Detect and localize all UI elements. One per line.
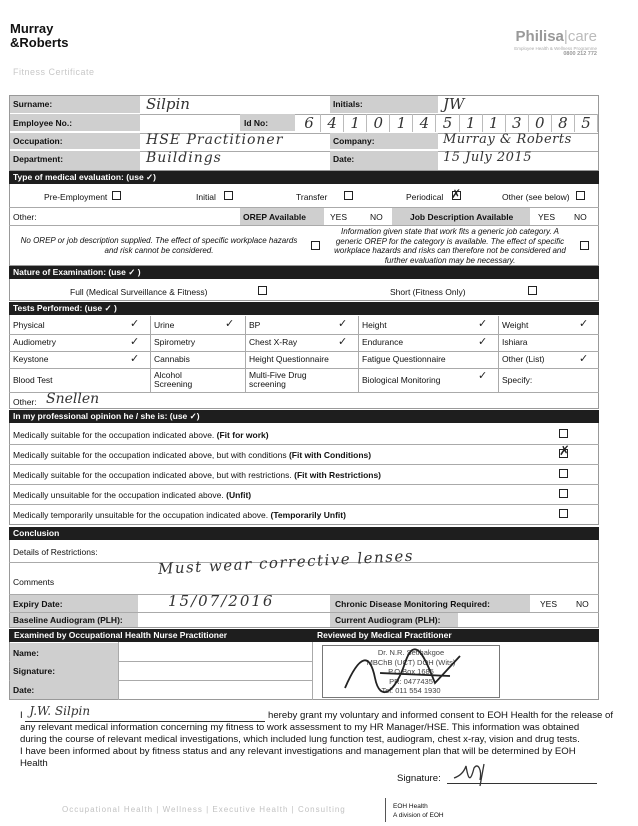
tests-col-divider: [150, 316, 151, 392]
test-item-label: BP: [249, 319, 261, 330]
consent-name-value: J.W. Silpin: [29, 704, 91, 718]
test-item-label: Specify:: [502, 374, 533, 385]
test-item-label: Height: [362, 319, 387, 330]
opinion-row-divider: [9, 504, 599, 505]
check-mark-icon: ✗: [451, 187, 462, 201]
date-label: Date:: [333, 154, 355, 164]
opinion-checkbox[interactable]: [559, 509, 568, 518]
id-digit: 1: [460, 114, 483, 132]
surname-label: Surname:: [13, 99, 53, 109]
eval-option-other: Other (see below): [502, 192, 570, 202]
eval-option-initial: Initial: [196, 192, 216, 202]
opinion-category: (Fit with Conditions): [288, 450, 372, 460]
check-mark-icon[interactable]: ✓: [130, 317, 140, 330]
test-item-label: Blood Test: [13, 374, 53, 385]
consent-block: [20, 704, 614, 770]
consent-text-4: I have been informed about by fitness status and any relevant investigations and management plan that will be determined by EOH: [20, 746, 576, 757]
check-mark-icon[interactable]: ✓: [579, 317, 589, 330]
expiry-field[interactable]: 15/07/2016: [168, 592, 275, 610]
opinion-text: Medically suitable for the occupation indicated above.: [13, 430, 217, 440]
nature-header: Nature of Examination: (use ✓ ): [9, 266, 599, 279]
opinion-row-divider: [9, 484, 599, 485]
stamp-line: Dr. N.R. Setlhakgoe: [377, 648, 445, 657]
id-digit: 0: [529, 114, 552, 132]
consent-text-3: during the course of relevant medical investigations, which included lung function test, audiogram, chest x-ray, vision and drug tests.: [20, 734, 580, 745]
opinion-category: (Fit with Restrictions): [294, 470, 382, 480]
job-desc-label: Job Description Available: [410, 212, 514, 222]
opinion-text: Medically suitable for the occupation indicated above, but with conditions: [13, 450, 289, 460]
expiry-label: Expiry Date:: [13, 599, 63, 609]
tests-header: Tests Performed: (use ✓ ): [9, 302, 599, 315]
pre-employment-checkbox[interactable]: [112, 191, 121, 200]
brand-tagline: Employee Health & Wellness Programme: [514, 46, 597, 51]
other-eval-checkbox[interactable]: [576, 191, 585, 200]
opinion-header: In my professional opinion he / she is: (use ✓): [9, 410, 599, 423]
test-item-label: Alcohol Screening: [154, 370, 193, 389]
conclusion-header: Conclusion: [9, 527, 599, 540]
id-digit: 1: [483, 114, 506, 132]
id-digit: 1: [390, 114, 413, 132]
stamp-line: MBChB (UCT) DOH (Wits): [366, 657, 456, 667]
consent-prefix: I: [20, 710, 23, 721]
company-label: Company:: [333, 136, 375, 146]
orep-yes[interactable]: YES: [330, 212, 348, 222]
opinion-category: (Temporarily Unfit): [270, 510, 346, 520]
test-item-label: Keystone: [13, 354, 49, 364]
id-number-field[interactable]: [298, 114, 598, 132]
check-mark-icon[interactable]: ✓: [478, 317, 488, 330]
initials-field[interactable]: JW: [443, 95, 465, 113]
examined-header: [9, 629, 599, 642]
department-label: Department:: [13, 154, 64, 164]
job-desc-no[interactable]: NO: [574, 212, 587, 222]
chronic-no[interactable]: NO: [576, 599, 589, 609]
no-orep-note: No OREP or job description supplied. The effect of specific workplace hazards and risk cannot be considered.: [20, 236, 298, 255]
consent-text-1: hereby grant my voluntary and informed consent to EOH Health for the release of: [268, 710, 614, 721]
id-digit: 5: [436, 114, 459, 132]
logo-line-2: &Roberts: [10, 35, 69, 50]
opinion-text: Medically temporarily unsuitable for the occupation indicated above.: [13, 510, 271, 520]
initials-label: Initials:: [333, 99, 363, 109]
eval-option-periodical: Periodical: [406, 192, 444, 202]
footer-eoh: EOH Health: [393, 803, 428, 810]
department-field[interactable]: Buildings: [146, 150, 222, 166]
no-orep-checkbox[interactable]: [311, 241, 320, 250]
examiner-signature-label: Signature:: [13, 666, 56, 676]
check-mark-icon[interactable]: ✓: [478, 335, 488, 348]
id-no-label: Id No:: [244, 118, 269, 128]
opinion-text: Medically suitable for the occupation indicated above, but with restrictions.: [13, 470, 295, 480]
periodical-checkbox[interactable]: [451, 187, 462, 201]
company-logo: [10, 22, 100, 54]
chronic-label: Chronic Disease Monitoring Required:: [335, 599, 490, 609]
test-item-label: Multi-Five Drug screening: [249, 370, 307, 389]
baseline-audiogram-label: Baseline Audiogram (PLH):: [13, 615, 123, 625]
opinion-checkbox[interactable]: [559, 489, 568, 498]
tests-col-divider: [358, 316, 359, 392]
tests-row-divider: [9, 368, 599, 369]
short-exam-checkbox[interactable]: [528, 286, 537, 295]
tests-other-label: Other:: [13, 397, 37, 407]
doctor-signature-icon: [340, 648, 480, 696]
id-digit: 6: [298, 114, 321, 132]
employee-no-label: Employee No.:: [13, 118, 73, 128]
brand-phone: 0800 212 772: [563, 51, 597, 57]
tests-row-divider: [9, 351, 599, 352]
footer-eoh-division: A division of EOH: [393, 812, 444, 819]
generic-orep-note: Information given state that work fits a generic job category. A generic OREP for the category is available. The effect of specific workplace hazards and risks can therefore not be considered and further evaluation may be necessary.: [334, 227, 566, 265]
opinion-option-label: [13, 430, 269, 440]
id-digit: 0: [367, 114, 390, 132]
check-mark-icon[interactable]: ✓: [478, 369, 488, 382]
medical-practitioner-title: Reviewed by Medical Practitioner: [317, 630, 452, 640]
eval-option-transfer: Transfer: [296, 192, 328, 202]
tests-row-divider: [9, 334, 599, 335]
stamp-line: PR: 0477435: [389, 676, 433, 686]
eval-option-pre-employment: Pre-Employment: [44, 192, 108, 202]
consent-text-2: any relevant medical information concerning my fitness to work assessment to my HR Manager/HSE. This information was obtained: [20, 722, 580, 733]
opinion-checkbox[interactable]: [559, 469, 568, 478]
test-item-label: Other (List): [502, 354, 545, 364]
chronic-yes[interactable]: YES: [540, 599, 558, 609]
opinion-option-label: [13, 490, 251, 500]
opinion-category: (Unfit): [226, 490, 252, 500]
check-mark-icon[interactable]: ✓: [225, 317, 235, 330]
check-mark-icon[interactable]: ✓: [338, 317, 348, 330]
current-audiogram-label: Current Audiogram (PLH):: [335, 615, 441, 625]
test-item-label: Physical: [13, 319, 45, 330]
occupation-label: Occupation:: [13, 136, 63, 146]
opinion-option-label: [13, 450, 371, 460]
test-item-label: Chest X-Ray: [249, 337, 298, 347]
consent-signature-label: Signature:: [397, 773, 441, 784]
date-field[interactable]: 15 July 2015: [443, 150, 532, 165]
test-item-label: Height Questionnaire: [249, 354, 329, 364]
restrictions-label: Details of Restrictions:: [13, 547, 98, 557]
stamp-line: P.O.Box 1685: [388, 667, 434, 676]
short-exam-label: Short (Fitness Only): [390, 287, 466, 297]
company-field[interactable]: Murray & Roberts: [443, 132, 572, 147]
consent-signature-icon: [450, 758, 500, 788]
occupation-field[interactable]: HSE Practitioner: [146, 132, 284, 148]
test-item-label: Audiometry: [13, 337, 56, 347]
logo-line-1: Murray: [10, 21, 54, 36]
nurse-practitioner-title: Examined by Occupational Health Nurse Practitioner: [14, 630, 228, 640]
other-label: Other:: [13, 212, 37, 222]
form-title: Fitness Certificate: [13, 67, 95, 77]
medical-eval-header: Type of medical evaluation: (use ✓): [9, 171, 599, 184]
examiner-name-label: Name:: [13, 648, 39, 658]
opinion-option-label: [13, 470, 381, 480]
check-mark-icon[interactable]: ✓: [579, 352, 589, 365]
consent-text-5: Health: [20, 758, 48, 769]
opinion-row-divider: [9, 464, 599, 465]
transfer-checkbox[interactable]: [344, 191, 353, 200]
test-item-label: Endurance: [362, 337, 404, 347]
brand-name: Philisa: [515, 28, 564, 45]
orep-no[interactable]: NO: [370, 212, 383, 222]
philisa-care-logo: Philisa|care Employee Health & Wellness Programme 0800 212 772: [497, 28, 597, 60]
test-item-label: Biological Monitoring: [362, 374, 441, 385]
initial-checkbox[interactable]: [224, 191, 233, 200]
full-exam-checkbox[interactable]: [258, 286, 267, 295]
test-item-label: Cannabis: [154, 354, 190, 364]
check-mark-icon[interactable]: ✓: [338, 335, 348, 348]
id-digit: 5: [575, 114, 598, 132]
id-digit: 4: [413, 114, 436, 132]
tests-col-divider: [498, 316, 499, 392]
comments-label: Comments: [13, 577, 55, 587]
check-mark-icon[interactable]: ✓: [130, 335, 140, 348]
test-item-label: Weight: [502, 319, 529, 330]
job-desc-yes[interactable]: YES: [538, 212, 556, 222]
check-mark-icon: ✗: [559, 444, 570, 459]
test-item-label: Ishiara: [502, 337, 528, 347]
id-digit: 1: [344, 114, 367, 132]
opinion-checkbox[interactable]: [559, 429, 568, 438]
consent-name-field[interactable]: [25, 704, 265, 722]
opinion-category: (Fit for work): [216, 430, 269, 440]
test-item-label: Urine: [154, 319, 175, 330]
id-digit: 4: [321, 114, 344, 132]
tests-col-divider: [245, 316, 246, 392]
footer-tagline: Occupational Health | Wellness | Executive Health | Consulting: [62, 805, 346, 814]
stamp-line: Tel: 011 554 1930: [381, 686, 441, 695]
tests-other-field[interactable]: Snellen: [46, 391, 100, 407]
opinion-checkbox[interactable]: [559, 444, 570, 459]
opinion-option-label: [13, 510, 346, 520]
examiner-date-label: Date:: [13, 685, 35, 695]
orep-label: OREP Available: [243, 212, 306, 222]
brand-care: care: [567, 28, 597, 45]
opinion-text: Medically unsuitable for the occupation indicated above.: [13, 490, 227, 500]
opinion-row-divider: [9, 444, 599, 445]
id-digit: 3: [506, 114, 529, 132]
generic-orep-checkbox[interactable]: [580, 241, 589, 250]
surname-field[interactable]: Silpin: [146, 95, 190, 113]
check-mark-icon[interactable]: ✓: [130, 352, 140, 365]
test-item-label: Spirometry: [154, 337, 196, 347]
comments-field[interactable]: Must wear corrective lenses: [157, 546, 415, 578]
test-item-label: Fatigue Questionnaire: [362, 354, 446, 364]
id-digit: 8: [552, 114, 575, 132]
full-exam-label: Full (Medical Surveillance & Fitness): [70, 287, 208, 297]
